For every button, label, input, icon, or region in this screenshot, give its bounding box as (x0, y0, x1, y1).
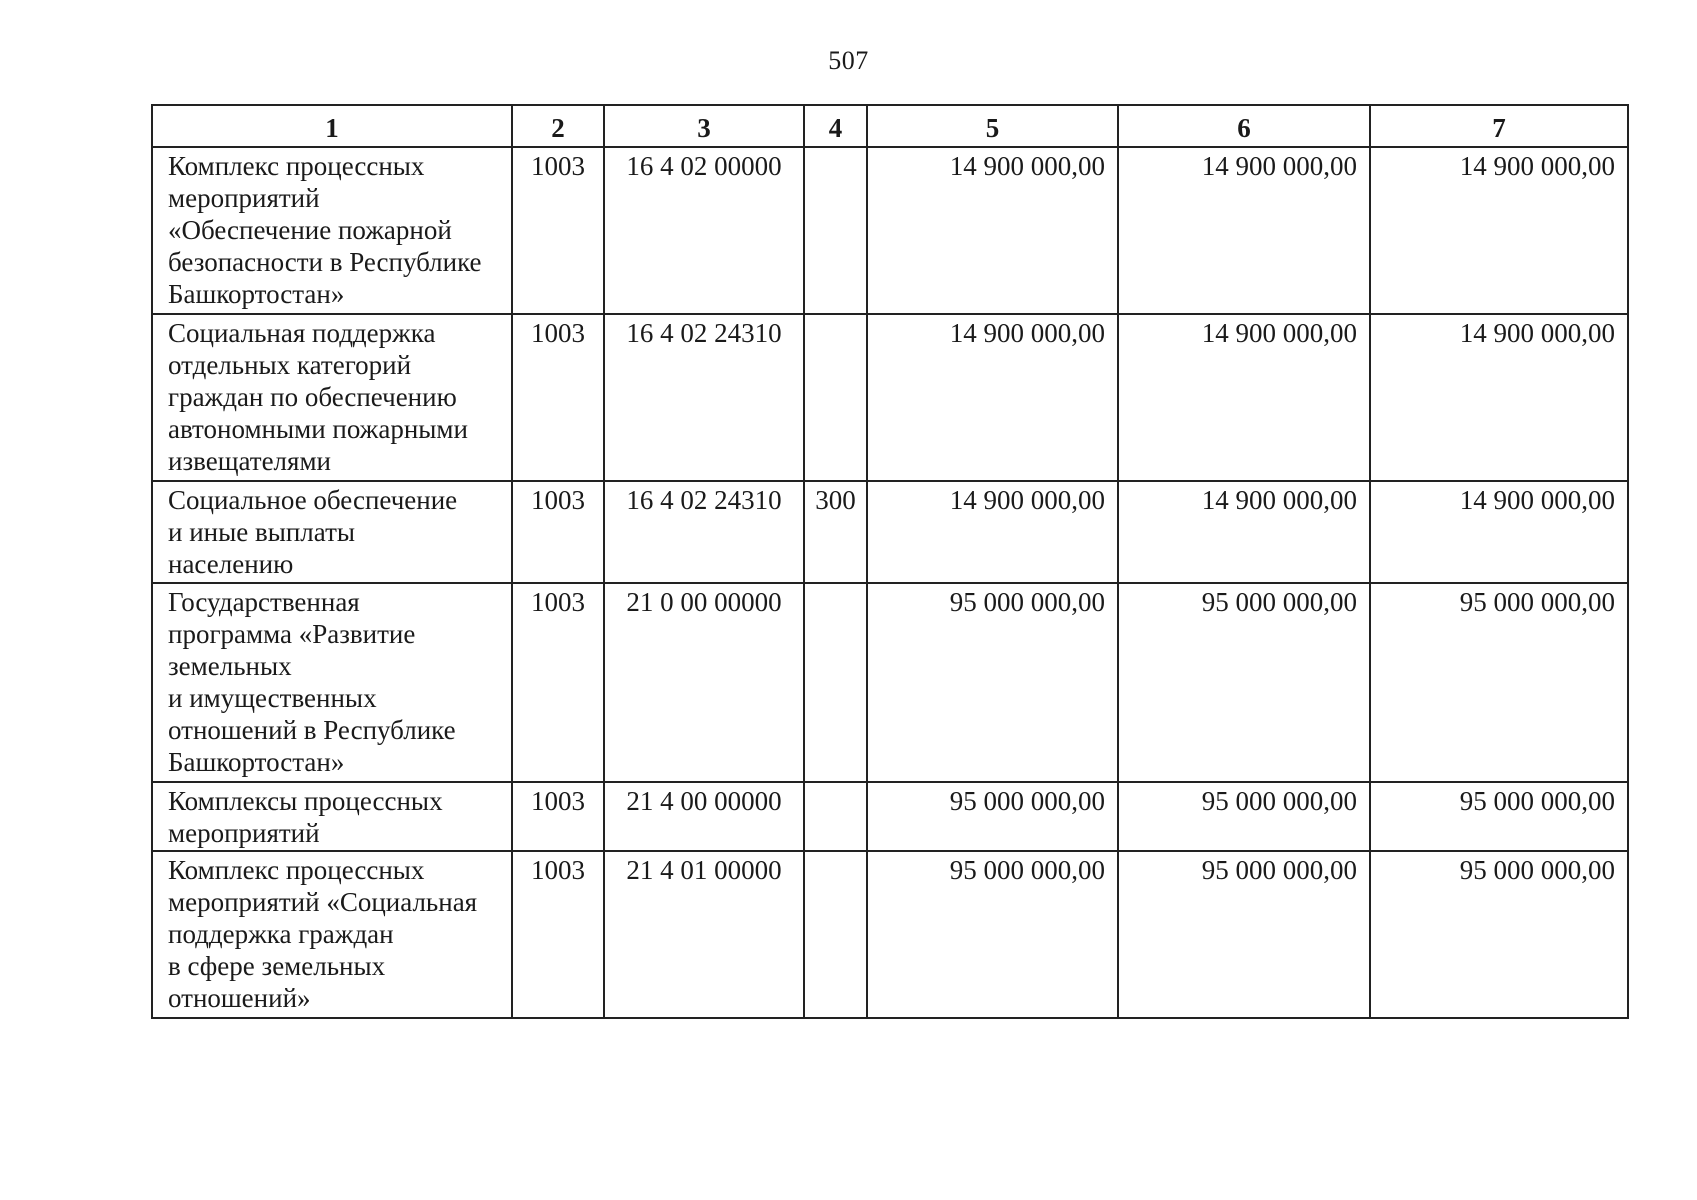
row-expense-type (804, 782, 867, 851)
row-target-code: 21 4 00 00000 (604, 782, 804, 851)
row-expense-type (804, 583, 867, 782)
row-amount-3: 95 000 000,00 (1370, 583, 1628, 782)
header-col-7: 7 (1370, 105, 1628, 147)
header-col-3: 3 (604, 105, 804, 147)
table-row (152, 782, 1628, 851)
row-section-code: 1003 (512, 782, 604, 851)
row-expense-type (804, 851, 867, 1018)
row-name: Государственная программа «Развитие земельных и имущественных отношений в Республике Башкортостан» (152, 583, 512, 782)
table-row (152, 314, 1628, 481)
row-amount-3: 95 000 000,00 (1370, 851, 1628, 1018)
header-col-2: 2 (512, 105, 604, 147)
row-amount-2: 14 900 000,00 (1118, 147, 1370, 314)
row-amount-2: 95 000 000,00 (1118, 851, 1370, 1018)
row-expense-type: 300 (804, 481, 867, 583)
row-amount-2: 95 000 000,00 (1118, 583, 1370, 782)
row-amount-1: 95 000 000,00 (867, 782, 1118, 851)
row-amount-1: 14 900 000,00 (867, 481, 1118, 583)
row-amount-1: 14 900 000,00 (867, 147, 1118, 314)
header-col-5: 5 (867, 105, 1118, 147)
table-row (152, 851, 1628, 1018)
row-amount-1: 14 900 000,00 (867, 314, 1118, 481)
row-amount-3: 14 900 000,00 (1370, 481, 1628, 583)
row-expense-type (804, 147, 867, 314)
row-amount-1: 95 000 000,00 (867, 851, 1118, 1018)
row-amount-2: 14 900 000,00 (1118, 481, 1370, 583)
row-amount-3: 14 900 000,00 (1370, 147, 1628, 314)
row-amount-1: 95 000 000,00 (867, 583, 1118, 782)
table-row (152, 481, 1628, 583)
row-expense-type (804, 314, 867, 481)
header-col-1: 1 (152, 105, 512, 147)
row-amount-3: 95 000 000,00 (1370, 782, 1628, 851)
row-name: Социальное обеспечение и иные выплаты населению (152, 481, 512, 583)
page-number: 507 (828, 46, 869, 75)
header-col-4: 4 (804, 105, 867, 147)
row-target-code: 21 0 00 00000 (604, 583, 804, 782)
row-name: Комплексы процессных мероприятий (152, 782, 512, 851)
row-section-code: 1003 (512, 147, 604, 314)
header-col-6: 6 (1118, 105, 1370, 147)
row-target-code: 16 4 02 24310 (604, 481, 804, 583)
row-section-code: 1003 (512, 481, 604, 583)
table-row (152, 583, 1628, 782)
row-target-code: 16 4 02 00000 (604, 147, 804, 314)
row-name: Социальная поддержка отдельных категорий граждан по обеспечению автономными пожарными извещателями (152, 314, 512, 481)
budget-table (151, 104, 1629, 1019)
row-amount-2: 95 000 000,00 (1118, 782, 1370, 851)
row-amount-2: 14 900 000,00 (1118, 314, 1370, 481)
row-amount-3: 14 900 000,00 (1370, 314, 1628, 481)
header-row (152, 105, 1628, 147)
row-section-code: 1003 (512, 851, 604, 1018)
row-target-code: 16 4 02 24310 (604, 314, 804, 481)
row-name: Комплекс процессных мероприятий «Социальная поддержка граждан в сфере земельных отношений» (152, 851, 512, 1018)
row-name: Комплекс процессных мероприятий «Обеспечение пожарной безопасности в Республике Башкортостан» (152, 147, 512, 314)
row-section-code: 1003 (512, 583, 604, 782)
row-section-code: 1003 (512, 314, 604, 481)
table-row (152, 147, 1628, 314)
row-target-code: 21 4 01 00000 (604, 851, 804, 1018)
